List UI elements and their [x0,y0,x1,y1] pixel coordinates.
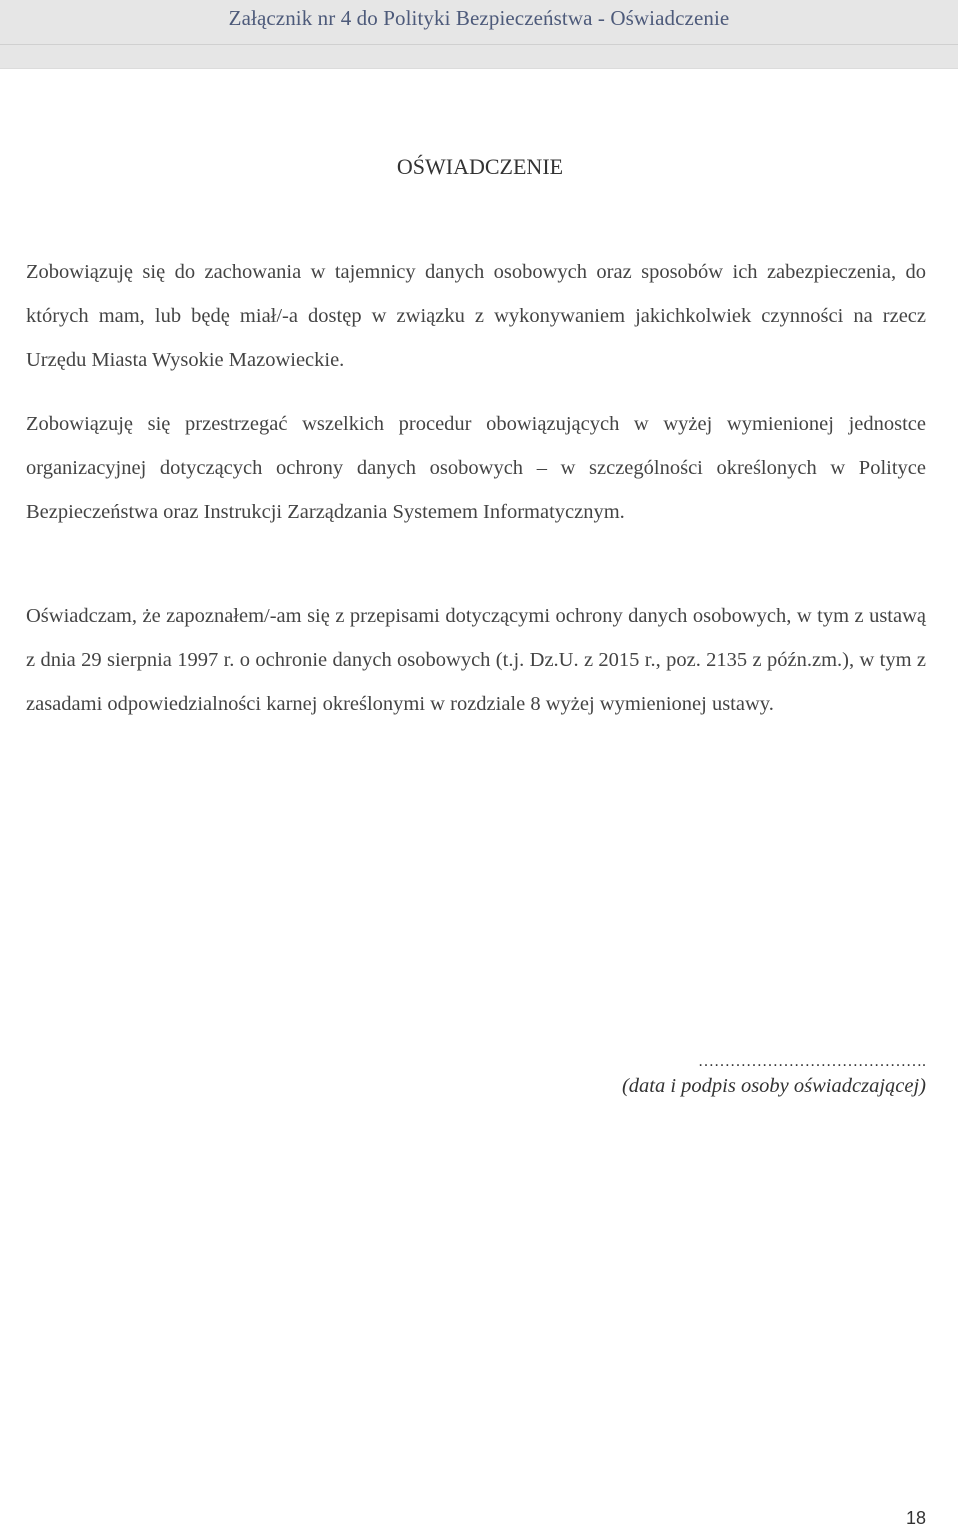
paragraph-declaration: Oświadczam, że zapoznałem/-am się z przepisami dotyczącymi ochrony danych osobowych, w tym z ustawą z dnia 29 sierpnia 1997 r. o ochronie danych osobowych (t.j. Dz.U. z 2015 r., poz. 2135 z późn.zm.), w tym z zasadami odpowiedzialności karnej określonymi w rozdziale 8 wyżej wymienionej ustawy. [26,605,926,715]
signature-caption: (data i podpis osoby oświadczającej) [621,1075,926,1097]
header-divider [0,44,958,45]
signature-line: ……………………………………. [698,1053,926,1070]
signature-block [622,1052,926,1100]
paragraph-confidentiality: Zobowiązuję się do zachowania w tajemnicy danych osobowych oraz sposobów ich zabezpieczenia, do których mam, lub będę miał/-a dostęp w związku z wykonywaniem jakichkolwiek czynności na rzecz Urzędu Miasta Wysokie Mazowieckie. [26,261,926,371]
document-title: OŚWIADCZENIE [396,154,564,179]
page-number: 18 [905,1508,926,1528]
document-header [0,0,958,69]
paragraph-procedures: Zobowiązuję się przestrzegać wszelkich procedur obowiązujących w wyżej wymienionej jednostce organizacyjnej dotyczących ochrony danych osobowych – w szczególności określonych w Polityce Bezpieczeństwa oraz Instrukcji Zarządzania Systemem Informatycznym. [26,413,926,523]
header-title: Załącznik nr 4 do Polityki Bezpieczeństwa - Oświadczenie [228,6,730,30]
